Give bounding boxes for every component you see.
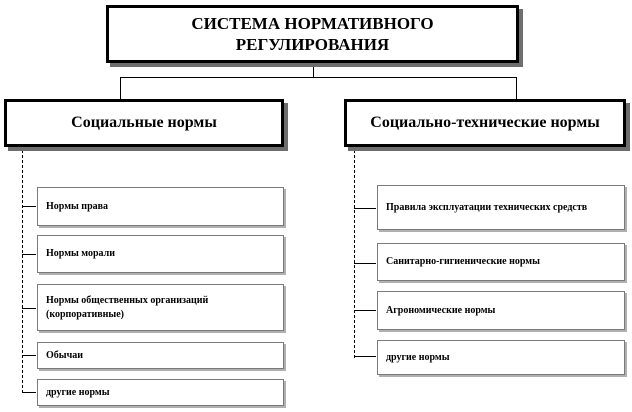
left-spine bbox=[22, 150, 23, 393]
right-item-sanitary bbox=[377, 243, 625, 281]
left-item-label: Обычаи bbox=[46, 349, 83, 361]
social-norms-box bbox=[4, 99, 284, 147]
left-item-label: Нормы права bbox=[46, 200, 109, 212]
connector-horizontal bbox=[120, 77, 516, 78]
left-item-morals bbox=[37, 235, 284, 273]
right-tick-3 bbox=[354, 310, 376, 311]
right-tick-4 bbox=[354, 356, 376, 357]
social-norms-title: Социальные нормы bbox=[71, 114, 217, 131]
right-item-label: другие нормы bbox=[386, 351, 450, 363]
left-item-other bbox=[37, 379, 284, 406]
right-item-exploitation bbox=[377, 185, 625, 230]
right-spine bbox=[354, 150, 355, 358]
left-item-organizations bbox=[37, 284, 284, 331]
connector-left-down bbox=[120, 77, 121, 99]
right-item-label: Агрономические нормы bbox=[386, 304, 496, 316]
root-box bbox=[106, 5, 519, 63]
connector-right-down bbox=[516, 77, 517, 99]
right-item-other bbox=[377, 340, 625, 375]
socio-technical-norms-title: Социально-технические нормы bbox=[370, 114, 600, 131]
left-item-law bbox=[37, 187, 284, 226]
right-item-label: Санитарно-гигиенические нормы bbox=[386, 256, 540, 267]
socio-technical-norms-box bbox=[344, 99, 626, 147]
left-tick-5 bbox=[22, 392, 36, 393]
right-tick-2 bbox=[354, 263, 376, 264]
root-title: СИСТЕМА НОРМАТИВНОГО РЕГУЛИРОВАНИЯ bbox=[191, 14, 434, 54]
left-tick-3 bbox=[22, 308, 36, 309]
left-tick-1 bbox=[22, 206, 36, 207]
right-item-label: Правила эксплуатации технических средств bbox=[386, 201, 588, 213]
left-tick-2 bbox=[22, 254, 36, 255]
left-item-label: другие нормы bbox=[46, 386, 110, 398]
left-item-customs bbox=[37, 342, 284, 369]
right-tick-1 bbox=[354, 208, 376, 209]
right-item-agronomic bbox=[377, 291, 625, 330]
left-item-label: Нормы общественных организаций (корпоративные) bbox=[46, 294, 209, 320]
left-item-label: Нормы морали bbox=[46, 248, 116, 259]
left-tick-4 bbox=[22, 355, 36, 356]
